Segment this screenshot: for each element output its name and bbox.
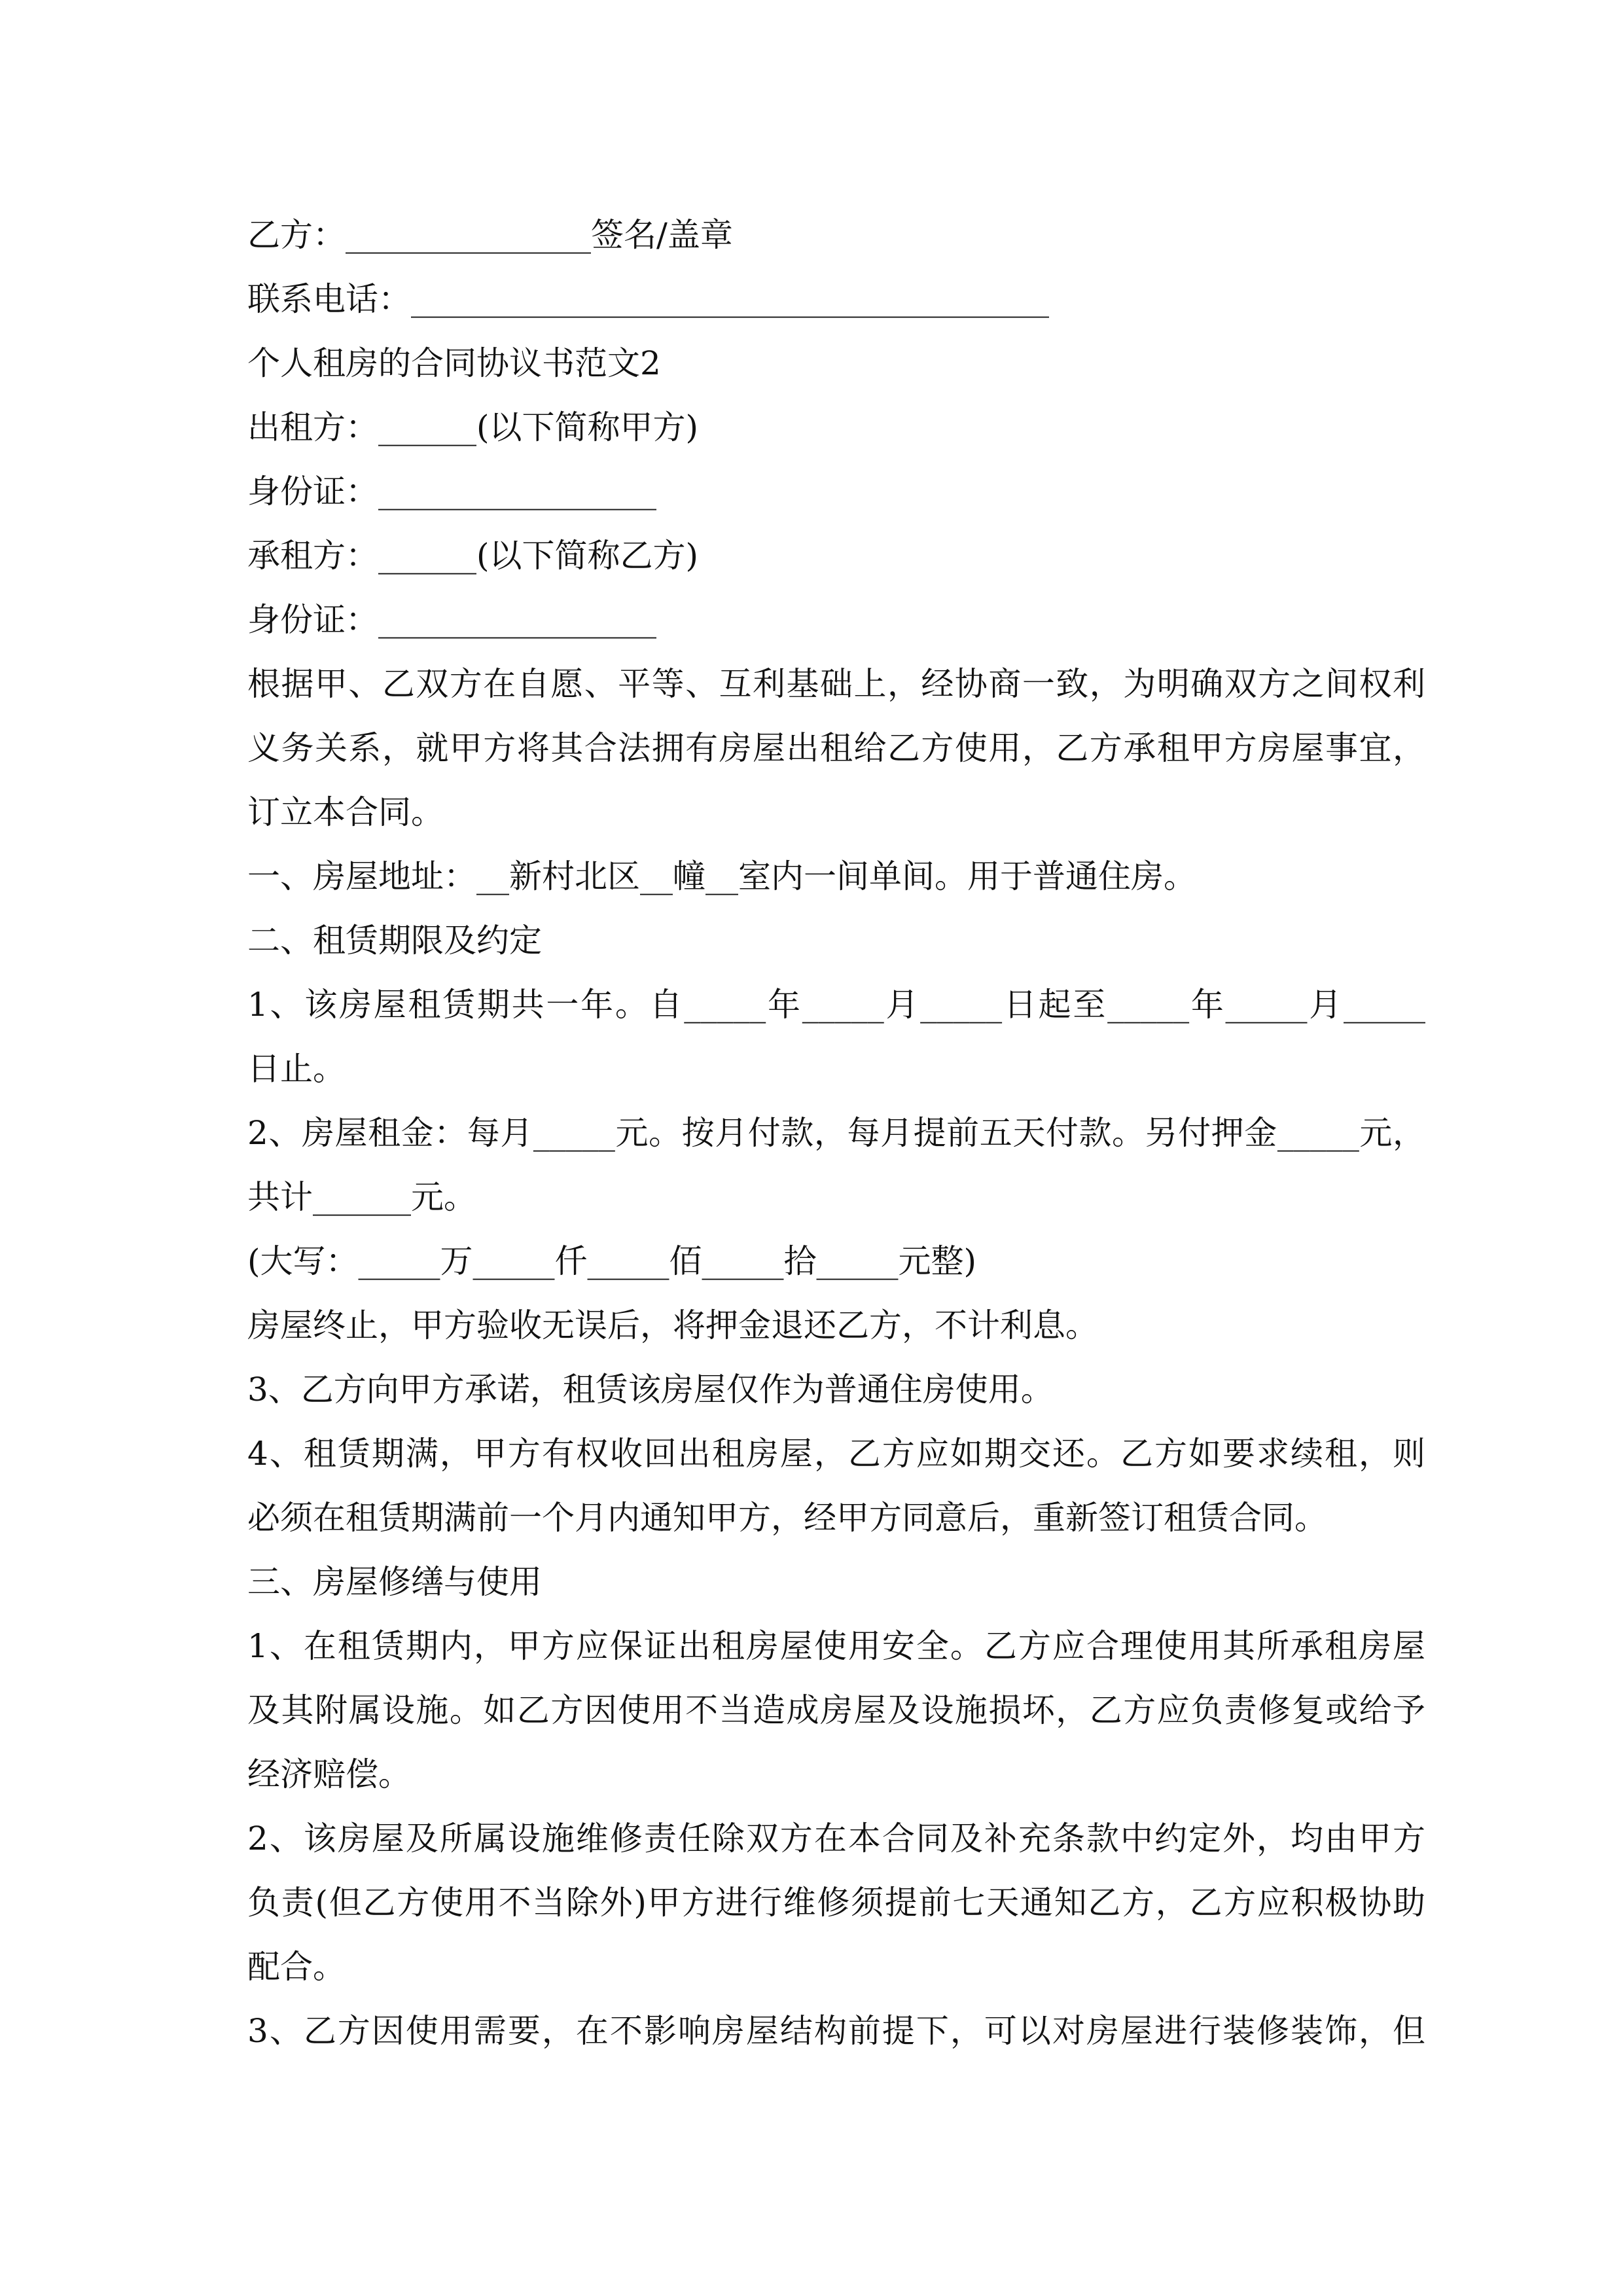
lessee-line: 承租方：______(以下简称乙方) [247,537,699,575]
lessor-line: 出租方：______(以下简称甲方) [247,408,699,446]
clause-2-2-line-1: 2、房屋租金：每月_____元。按月付款，每月提前五天付款。另付押金_____元， [247,1114,1425,1152]
clause-3-2-line-3: 配合。 [247,1948,346,1986]
preamble-line-1: 根据甲、乙双方在自愿、平等、互利基础上，经协商一致，为明确双方之间权利 [247,665,1425,703]
lessor-id-line: 身份证：_________________ [247,473,656,511]
clause-2-2-line-2: 共计______元。 [247,1178,476,1216]
clause-3-3-line-1: 3、乙方因使用需要，在不影响房屋结构前提下，可以对房屋进行装修装饰，但 [247,2012,1425,2050]
clause-2-1-line-1: 1、该房屋租赁期共一年。自_____年_____月_____日起至_____年_____月_____ [247,986,1425,1024]
contact-phone-line: 联系电话：_______________________________________ [247,280,1049,318]
party-b-signature-line: 乙方：_______________签名/盖章 [247,216,733,254]
clause-2-1-line-2: 日止。 [247,1050,346,1088]
clause-2-4-line-1: 4、租赁期满，甲方有权收回出租房屋，乙方应如期交还。乙方如要求续租，则 [247,1435,1425,1473]
section-2-heading: 二、租赁期限及约定 [247,922,542,960]
preamble-line-3: 订立本合同。 [247,793,444,831]
clause-3-1-line-3: 经济赔偿。 [247,1755,411,1793]
section-1-address: 一、房屋地址：__新村北区__幢__室内一间单间。用于普通住房。 [247,857,1196,895]
clause-3-1-line-2: 及其附属设施。如乙方因使用不当造成房屋及设施损坏，乙方应负责修复或给予 [247,1691,1425,1729]
section-3-heading: 三、房屋修缮与使用 [247,1563,542,1601]
deposit-return-line: 房屋终止，甲方验收无误后，将押金退还乙方，不计利息。 [247,1306,1098,1344]
clause-3-1-line-1: 1、在租赁期内，甲方应保证出租房屋使用安全。乙方应合理使用其所承租房屋 [247,1627,1425,1665]
amount-in-words-line: (大写：_____万_____仟_____佰_____拾_____元整) [247,1242,977,1280]
clause-2-4-line-2: 必须在租赁期满前一个月内通知甲方，经甲方同意后，重新签订租赁合同。 [247,1499,1327,1537]
document-body [247,203,1425,2063]
lessee-id-line: 身份证：_________________ [247,601,656,639]
clause-3-2-line-1: 2、该房屋及所属设施维修责任除双方在本合同及补充条款中约定外，均由甲方 [247,1820,1425,1857]
clause-2-3: 3、乙方向甲方承诺，租赁该房屋仅作为普通住房使用。 [247,1371,1054,1408]
clause-3-2-line-2: 负责(但乙方使用不当除外)甲方进行维修须提前七天通知乙方，乙方应积极协助 [247,1884,1425,1922]
document-title: 个人租房的合同协议书范文2 [247,344,661,382]
preamble-line-2: 义务关系，就甲方将其合法拥有房屋出租给乙方使用，乙方承租甲方房屋事宜， [247,729,1425,767]
